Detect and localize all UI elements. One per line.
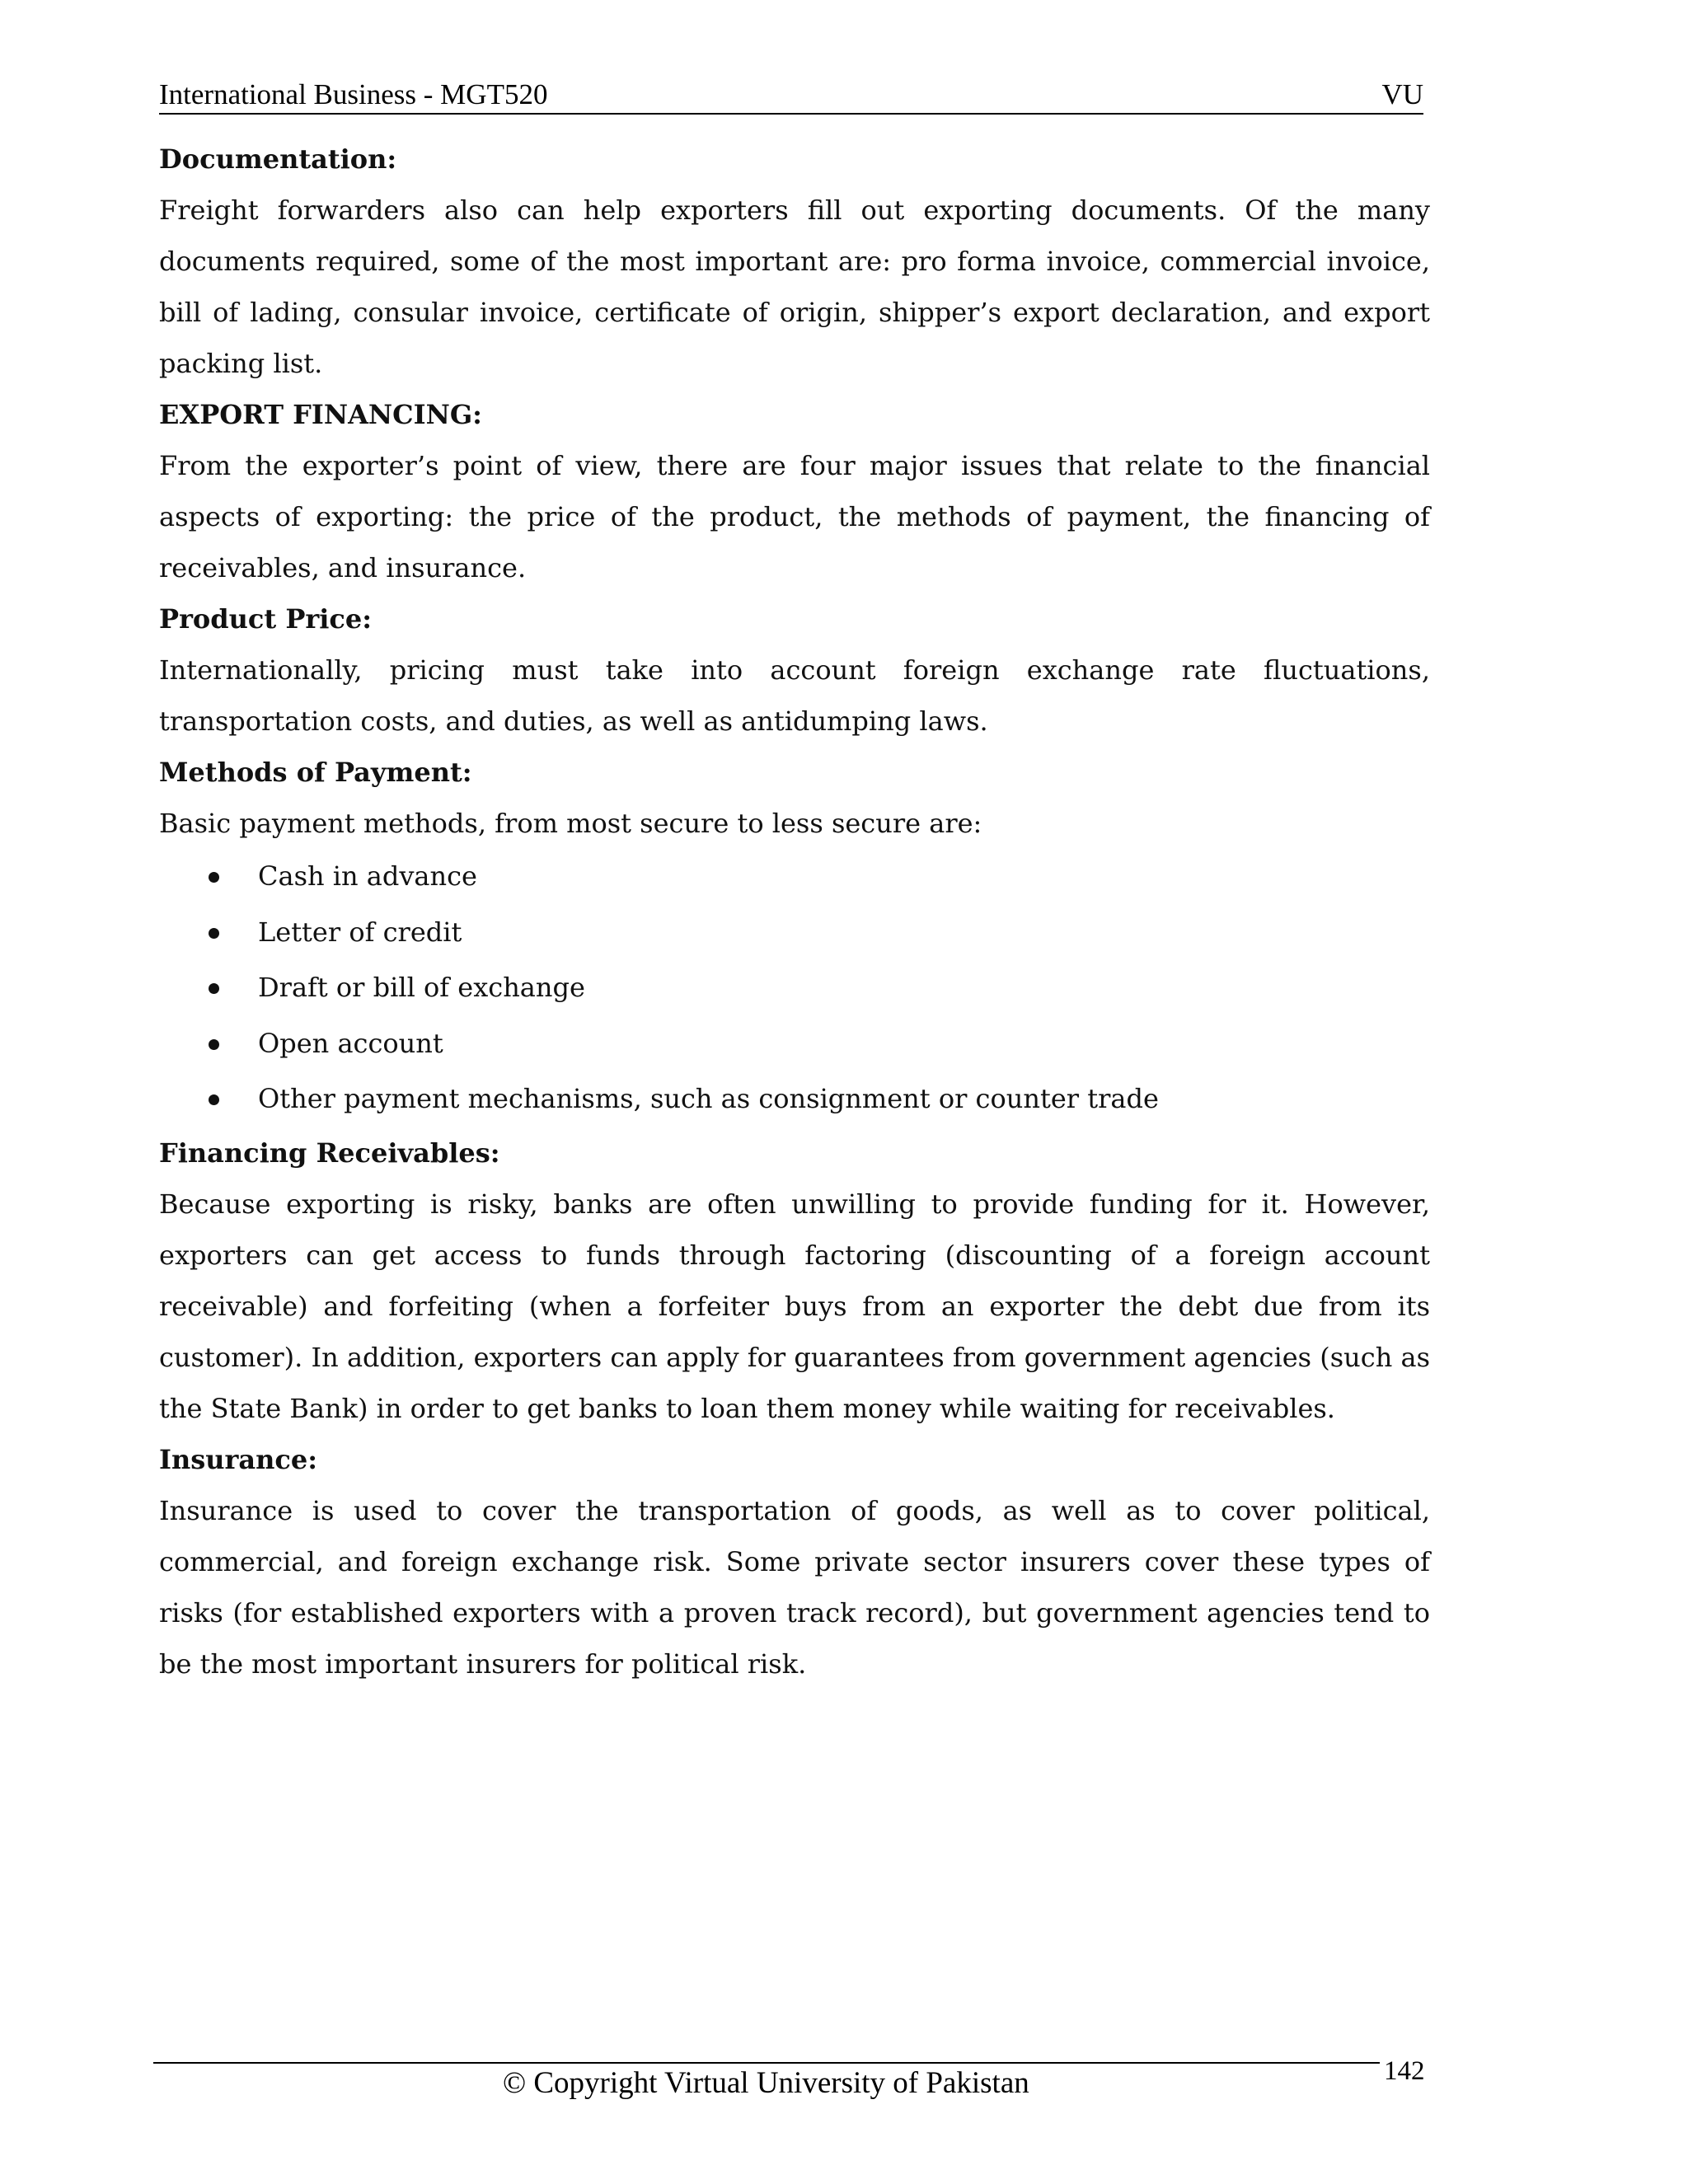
product-price-heading: Product Price: (159, 603, 373, 635)
bullet-icon (209, 872, 219, 883)
copyright-notice: © Copyright Virtual University of Pakistan (503, 2066, 1029, 2100)
documentation-heading: Documentation: (159, 143, 397, 175)
page-number: 142 (1384, 2056, 1425, 2086)
export-financing-paragraph: From the exporter’s point of view, there are four major issues that relate to the financial aspects of exporting: the price of the product, the methods of payment, the financing of receivables, and insurance. (159, 450, 1430, 583)
bullet-icon (209, 928, 219, 939)
insurance-heading: Insurance: (159, 1443, 318, 1475)
list-item: Cash in advance (159, 849, 1430, 905)
documentation-paragraph: Freight forwarders also can help exporters fill out exporting documents. Of the many documents required, some of the most important are: pro forma invoice, commercial invoice, bill of lading, consular invoice, certificate of origin, shipper’s export declaration, and export packing list. (159, 194, 1430, 379)
payment-methods-list (159, 849, 1430, 1127)
insurance-paragraph: Insurance is used to cover the transportation of goods, as well as to cover political, commercial, and foreign exchange risk. Some private sector insurers cover these types of risks (for established exporters with a proven track record), but government agencies tend to be the most important insurers for political risk. (159, 1494, 1430, 1680)
product-price-paragraph: Internationally, pricing must take into account foreign exchange rate fluctuations, transportation costs, and duties, as well as antidumping laws. (159, 654, 1430, 737)
list-item: Draft or bill of exchange (159, 960, 1430, 1016)
page-content (159, 134, 1430, 1690)
methods-of-payment-heading: Methods of Payment: (159, 757, 472, 788)
page-header (159, 77, 1423, 115)
list-item: Other payment mechanisms, such as consignment or counter trade (159, 1071, 1430, 1127)
bullet-icon (209, 1039, 219, 1050)
bullet-icon (209, 983, 219, 994)
list-item: Open account (159, 1016, 1430, 1072)
course-title: International Business - MGT520 (159, 78, 548, 110)
list-item: Letter of credit (159, 905, 1430, 961)
financing-receivables-paragraph: Because exporting is risky, banks are often unwilling to provide funding for it. However, exporters can get access to funds through factoring (discounting of a foreign account receivable) and forfeiting (when a forfeiter buys from an exporter the debt due from its customer). In addition, exporters can apply for guarantees from government agencies (such as the State Bank) in order to get banks to loan them money while waiting for receivables. (159, 1188, 1430, 1424)
institution-abbrev: VU (1381, 78, 1423, 110)
bullet-icon (209, 1094, 219, 1105)
export-financing-heading: EXPORT FINANCING: (159, 399, 482, 430)
financing-receivables-heading: Financing Receivables: (159, 1137, 500, 1169)
methods-of-payment-intro: Basic payment methods, from most secure to less secure are: (159, 808, 982, 839)
